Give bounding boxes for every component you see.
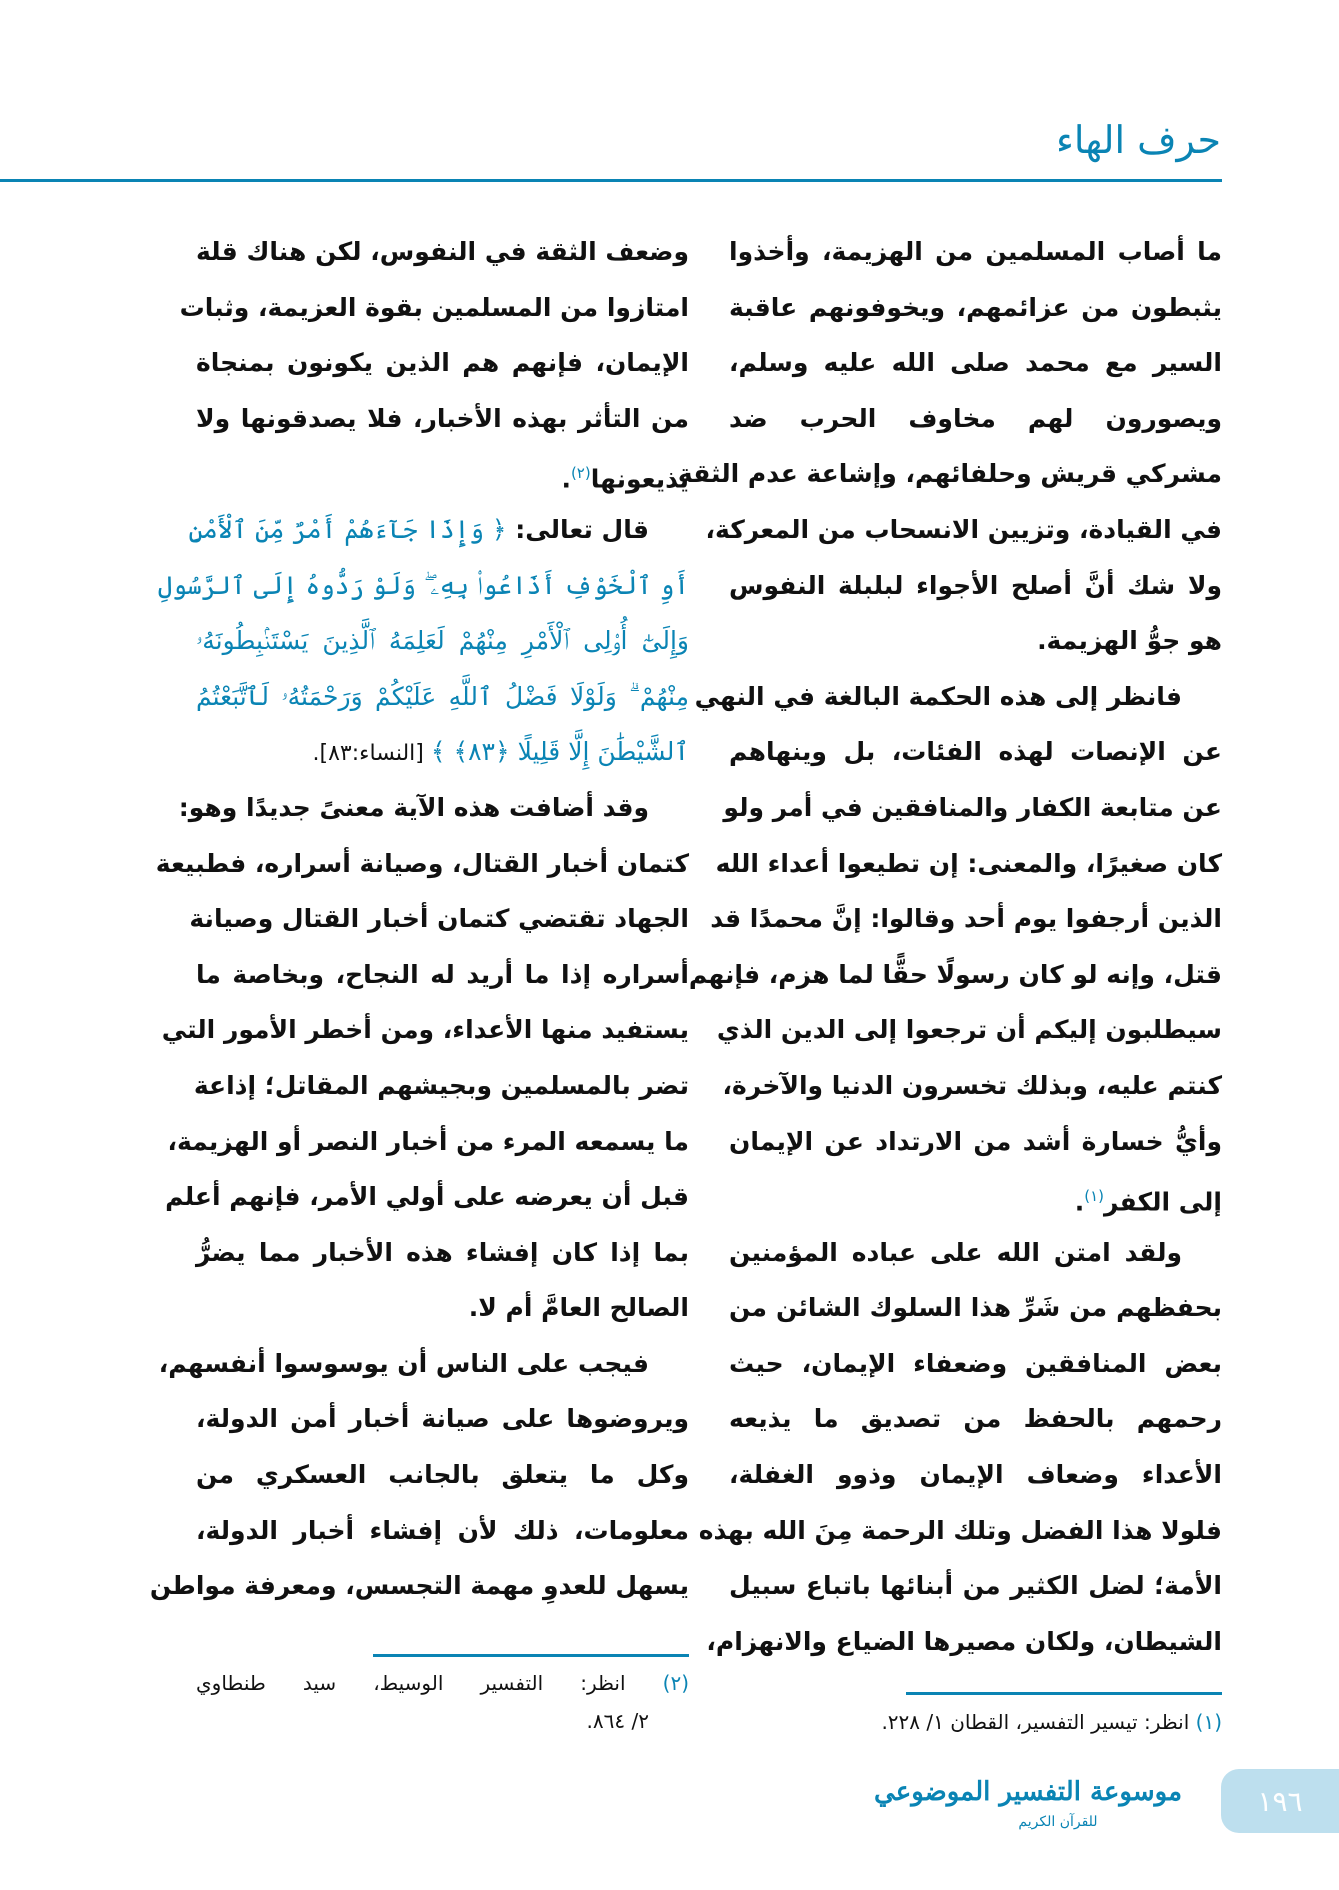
footnote-number: (٢)	[662, 1671, 690, 1695]
text-line: سيطلبون إليكم أن ترجعوا إلى الدين الذي	[716, 1015, 1222, 1045]
text-line: بعض المنافقين وضعفاء الإيمان، حيث	[729, 1348, 1222, 1378]
text-line: ما أصاب المسلمين من الهزيمة، وأخذوا	[729, 237, 1222, 266]
text-segment: قال تعالى:	[506, 514, 649, 544]
footnote-divider-left	[373, 1654, 689, 1657]
text-line	[157, 558, 689, 614]
text-line: وأيُّ خسارة أشد من الارتداد عن الإيمان	[729, 1126, 1222, 1156]
footnote-text: انظر: تيسير التفسير، القطان ١/ ٢٢٨.	[881, 1710, 1190, 1734]
text-line	[196, 446, 689, 502]
quran-verse: ﴿ وَإِذَا جَآءَهُمْ أَمْرٌ مِّنَ ٱلْأَمْنِ	[188, 514, 507, 544]
section-title: حرف الهاء	[1055, 118, 1221, 162]
text-line: وكل ما يتعلق بالجانب العسكري من	[196, 1460, 689, 1490]
text-line	[196, 613, 689, 669]
text-line: قبل أن يعرضه على أولي الأمر، فإنهم أعلم	[165, 1182, 689, 1212]
text-line: الجهاد تقتضي كتمان أخبار القتال وصيانة	[189, 904, 689, 934]
text-line: عن الإنصات لهذه الفئات، بل وينهاهم	[729, 737, 1222, 767]
footnote-left	[196, 1664, 689, 1740]
text-line: وضعف الثقة في النفوس، لكن هناك قلة	[196, 237, 689, 266]
text-line: الأعداء وضعاف الإيمان وذوو الغفلة،	[729, 1460, 1222, 1490]
encyclopedia-logo	[874, 1772, 1182, 1842]
text-line: يستفيد منها الأعداء، ومن أخطر الأمور التي	[161, 1015, 689, 1045]
text-segment: .	[1074, 1187, 1085, 1217]
footnote-divider-right	[906, 1692, 1222, 1695]
left-text-column	[149, 224, 689, 1614]
text-line: وقد أضافت هذه الآية معنىً جديدًا وهو:	[178, 792, 649, 822]
text-line	[196, 724, 689, 780]
footnote-ref[interactable]: (٢)	[570, 464, 591, 483]
text-line: ويروضوها على صيانة أخبار أمن الدولة،	[196, 1404, 689, 1434]
text-line: عن متابعة الكفار والمنافقين في أمر ولو	[723, 792, 1222, 822]
text-line: فيجب على الناس أن يوسوسوا أنفسهم،	[158, 1348, 649, 1378]
text-line: رحمهم بالحفظ من تصديق ما يذيعه	[729, 1404, 1222, 1434]
text-segment: إلى الكفر	[1104, 1187, 1222, 1217]
footnote-ref[interactable]: (١)	[1084, 1187, 1104, 1206]
text-line: الإيمان، فإنهم هم الذين يكونون بمنجاة	[196, 348, 689, 378]
quran-verse: ٱلشَّيْطَٰنَ إِلَّا قَلِيلًا ﴿٨٣﴾ ﴾	[430, 737, 689, 767]
page-number-badge: ١٩٦	[1221, 1769, 1339, 1833]
text-line: ولا شك أنَّ أصلح الأجواء لبلبلة النفوس	[729, 570, 1222, 600]
verse-citation: [النساء:٨٣].	[312, 741, 431, 767]
text-line: ويصورون لهم مخاوف الحرب ضد	[729, 403, 1222, 433]
text-line	[188, 502, 689, 558]
quran-verse: مِنْهُمْ ۗ وَلَوْلَا فَضْلُ ٱللَّهِ عَلَيْكُمْ وَرَحْمَتُهُۥ لَٱتَّبَعْتُمُ	[196, 681, 689, 711]
text-line: في القيادة، وتزيين الانسحاب من المعركة،	[705, 514, 1222, 544]
text-line: الشيطان، ولكان مصيرها الضياع والانهزام،	[706, 1626, 1222, 1656]
text-line: كان صغيرًا، والمعنى: إن تطيعوا أعداء الله	[715, 848, 1222, 878]
text-segment: .	[561, 464, 571, 494]
footnote-right	[729, 1703, 1222, 1741]
text-line: فلولا هذا الفضل وتلك الرحمة مِنَ الله بهذه	[698, 1515, 1222, 1545]
text-line: ولقد امتن الله على عباده المؤمنين	[729, 1237, 1182, 1267]
text-line: يسهل للعدوِ مهمة التجسس، ومعرفة مواطن	[149, 1571, 689, 1601]
text-line: كنتم عليه، وبذلك تخسرون الدنيا والآخرة،	[722, 1070, 1222, 1100]
text-line: تضر بالمسلمين وبجيشهم المقاتل؛ إذاعة	[193, 1070, 689, 1100]
text-line: الأمة؛ لضل الكثير من أبنائها باتباع سبيل	[729, 1571, 1222, 1601]
text-line: فانظر إلى هذه الحكمة البالغة في النهي	[694, 681, 1182, 711]
text-segment: يذيعونها	[590, 464, 689, 494]
text-line: أسراره إذا ما أريد له النجاح، وبخاصة ما	[196, 959, 689, 989]
text-line: ما يسمعه المرء من أخبار النصر أو الهزيمة،	[167, 1126, 689, 1156]
text-line: من التأثر بهذه الأخبار، فلا يصدقونها ولا	[196, 403, 689, 433]
text-line: امتازوا من المسلمين بقوة العزيمة، وثبات	[179, 292, 689, 322]
text-line: بما إذا كان إفشاء هذه الأخبار مما يضرُّ	[196, 1237, 689, 1267]
logo-subtitle: للقرآن الكريم	[1018, 1814, 1098, 1830]
text-line: هو جوُّ الهزيمة.	[1037, 626, 1222, 656]
text-line: السير مع محمد صلى الله عليه وسلم،	[729, 348, 1222, 378]
logo-title: موسوعة التفسير الموضوعي	[874, 1777, 1182, 1807]
text-line	[729, 1169, 1222, 1225]
text-line: كتمان أخبار القتال، وصيانة أسراره، فطبيعة	[155, 848, 689, 878]
footnote-text: انظر: التفسير الوسيط، سيد طنطاوي	[196, 1671, 626, 1695]
text-line: قتل، وإنه لو كان رسولًا حقًّا لما هزم، فإنهم	[688, 959, 1222, 989]
text-line	[196, 669, 689, 725]
footnote-text-cont: ٢/ ٨٦٤.	[586, 1709, 649, 1733]
right-text-column	[677, 224, 1222, 1669]
footnote-number: (١)	[1195, 1710, 1222, 1734]
text-line: يثبطون من عزائمهم، ويخوفونهم عاقبة	[729, 292, 1222, 322]
text-line: مشركي قريش وحلفائهم، وإشاعة عدم الثقة	[677, 459, 1222, 489]
quran-verse: أَوِ ٱلْخَوْفِ أَذَاعُوا۟ بِهِۦ ۖ وَلَوْ رَدُّوهُ إِلَى ٱلرَّسُولِ	[157, 570, 689, 600]
text-line: الصالح العامَّ أم لا.	[468, 1293, 689, 1323]
quran-verse: وَإِلَىٰٓ أُو۟لِى ٱلْأَمْرِ مِنْهُمْ لَعَلِمَهُ ٱلَّذِينَ يَسْتَنۢبِطُونَهُۥ	[196, 626, 689, 656]
header-divider	[0, 179, 1222, 182]
text-line: الذين أرجفوا يوم أحد وقالوا: إنَّ محمدًا قد	[710, 904, 1222, 934]
text-line: معلومات، ذلك لأن إفشاء أخبار الدولة،	[196, 1515, 689, 1545]
text-line: بحفظهم من شَرِّ هذا السلوك الشائن من	[729, 1293, 1222, 1323]
